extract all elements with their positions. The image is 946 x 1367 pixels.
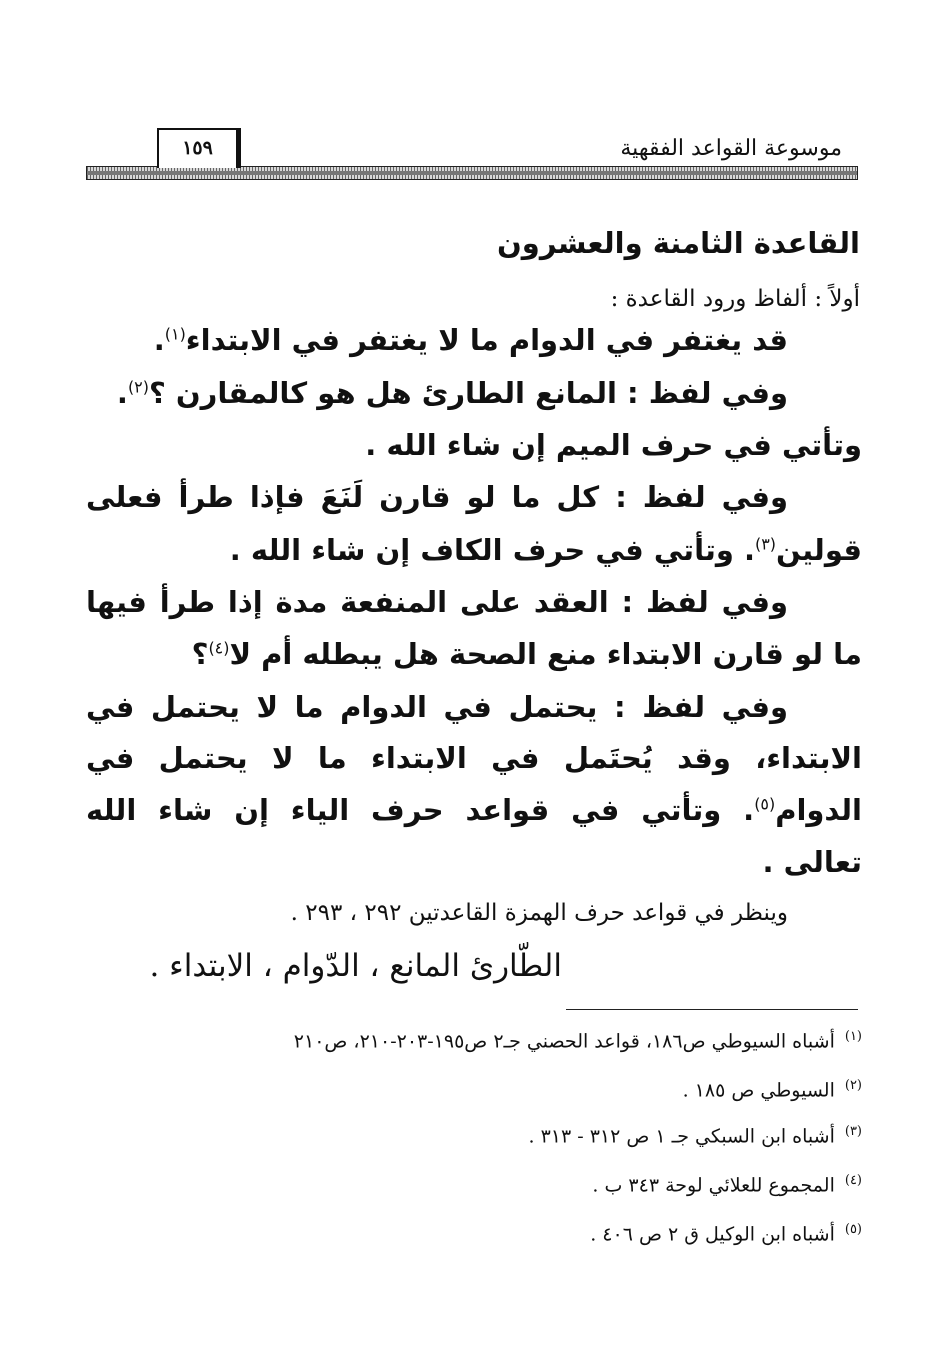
running-header-title: موسوعة القواعد الفقهية <box>620 136 842 161</box>
body-line-4 <box>86 480 788 514</box>
footnote-5 <box>590 1222 862 1245</box>
footnote-4 <box>592 1173 862 1196</box>
page-number: ١٥٩ <box>182 137 213 159</box>
footnote-ref-1: (١) <box>164 324 186 344</box>
footnote-ref-2: (٢) <box>127 377 149 397</box>
body-line-1 <box>154 323 788 357</box>
footnote-3-text: أشباه ابن السبكي جـ ١ ص ٣١٢ - ٣١٣ . <box>528 1125 835 1148</box>
footnote-ref-5: (٥) <box>754 794 776 814</box>
rule-heading: القاعدة الثامنة والعشرون <box>497 226 860 260</box>
footnote-5-text: أشباه ابن الوكيل ق ٢ ص ٤٠٦ . <box>590 1223 835 1246</box>
body-line-3 <box>365 428 862 462</box>
see-also-line: وينظر في قواعد حرف الهمزة القاعدتين ٢٩٢ ، ٢٩٣ . <box>290 900 788 926</box>
body-line-10 <box>86 793 862 827</box>
footnote-3 <box>528 1124 862 1147</box>
body-line-7 <box>192 637 862 671</box>
body-line-6 <box>86 585 788 619</box>
body-line-5-tail: . وتأتي في حرف الكاف إن شاء الله . <box>229 533 755 567</box>
body-line-10-tail: . وتأتي في قواعد حرف الياء إن شاء الله <box>86 793 755 827</box>
footnote-4-text: المجموع للعلائي لوحة ٣٤٣ ب . <box>592 1174 835 1197</box>
header-rule <box>86 166 858 180</box>
page-number-box <box>157 128 241 168</box>
body-line-10-text: الدوام <box>775 793 862 827</box>
body-line-5 <box>230 533 862 567</box>
body-line-5-text: قولين <box>776 533 862 567</box>
body-line-6-text: وفي لفظ : العقد على المنفعة مدة إذا طرأ فيها <box>86 585 788 619</box>
body-line-11 <box>763 845 863 879</box>
body-line-1-text: قد يغتفر في الدوام ما لا يغتفر في الابتداء <box>185 323 788 357</box>
footnote-2-number: (٢) <box>844 1078 862 1093</box>
footnote-separator <box>566 1009 858 1010</box>
body-line-7-text: ما لو قارن الابتداء منع الصحة هل يبطله أم لا <box>229 637 862 671</box>
footnote-1-text: أشباه السيوطي ص١٨٦، قواعد الحصني جـ٢ ص١٩٥-٢٠٣-٢١٠، ص٢١٠ <box>293 1030 835 1053</box>
body-line-4-text: وفي لفظ : كل ما لو قارن لَنَعَ فإذا طرأ فعلى <box>86 480 788 514</box>
related-terms-line: الطّارئ المانع ، الدّوام ، الابتداء . <box>149 948 562 984</box>
footnote-2-text: السيوطي ص ١٨٥ . <box>682 1079 835 1102</box>
body-line-7-tail: ؟ <box>191 637 209 671</box>
body-line-2-tail: . <box>116 376 128 410</box>
footnote-ref-3: (٣) <box>755 534 776 554</box>
body-line-2-text: وفي لفظ : المانع الطارئ هل هو كالمقارن ؟ <box>148 376 788 410</box>
body-line-9 <box>86 741 862 775</box>
footnote-4-number: (٤) <box>844 1173 862 1188</box>
body-line-11-text: تعالى . <box>762 845 862 879</box>
section-subheading: أولاً : ألفاظ ورود القاعدة : <box>610 286 860 312</box>
body-line-8-text: وفي لفظ : يحتمل في الدوام ما لا يحتمل في <box>86 690 788 724</box>
body-line-8 <box>86 690 788 724</box>
footnote-2 <box>683 1078 862 1101</box>
body-line-2 <box>117 376 788 410</box>
footnote-5-number: (٥) <box>844 1222 862 1237</box>
footnote-ref-4: (٤) <box>208 638 230 658</box>
body-line-3-text: وتأتي في حرف الميم إن شاء الله . <box>365 428 862 462</box>
footnote-3-number: (٣) <box>844 1124 862 1139</box>
header-rule-inner <box>87 171 857 175</box>
footnote-1-number: (١) <box>844 1029 862 1044</box>
body-line-1-tail: . <box>153 323 165 357</box>
footnote-1 <box>294 1029 862 1052</box>
body-line-9-text: الابتداء، وقد يُحتَمل في الابتداء ما لا يحتمل في <box>86 741 862 775</box>
